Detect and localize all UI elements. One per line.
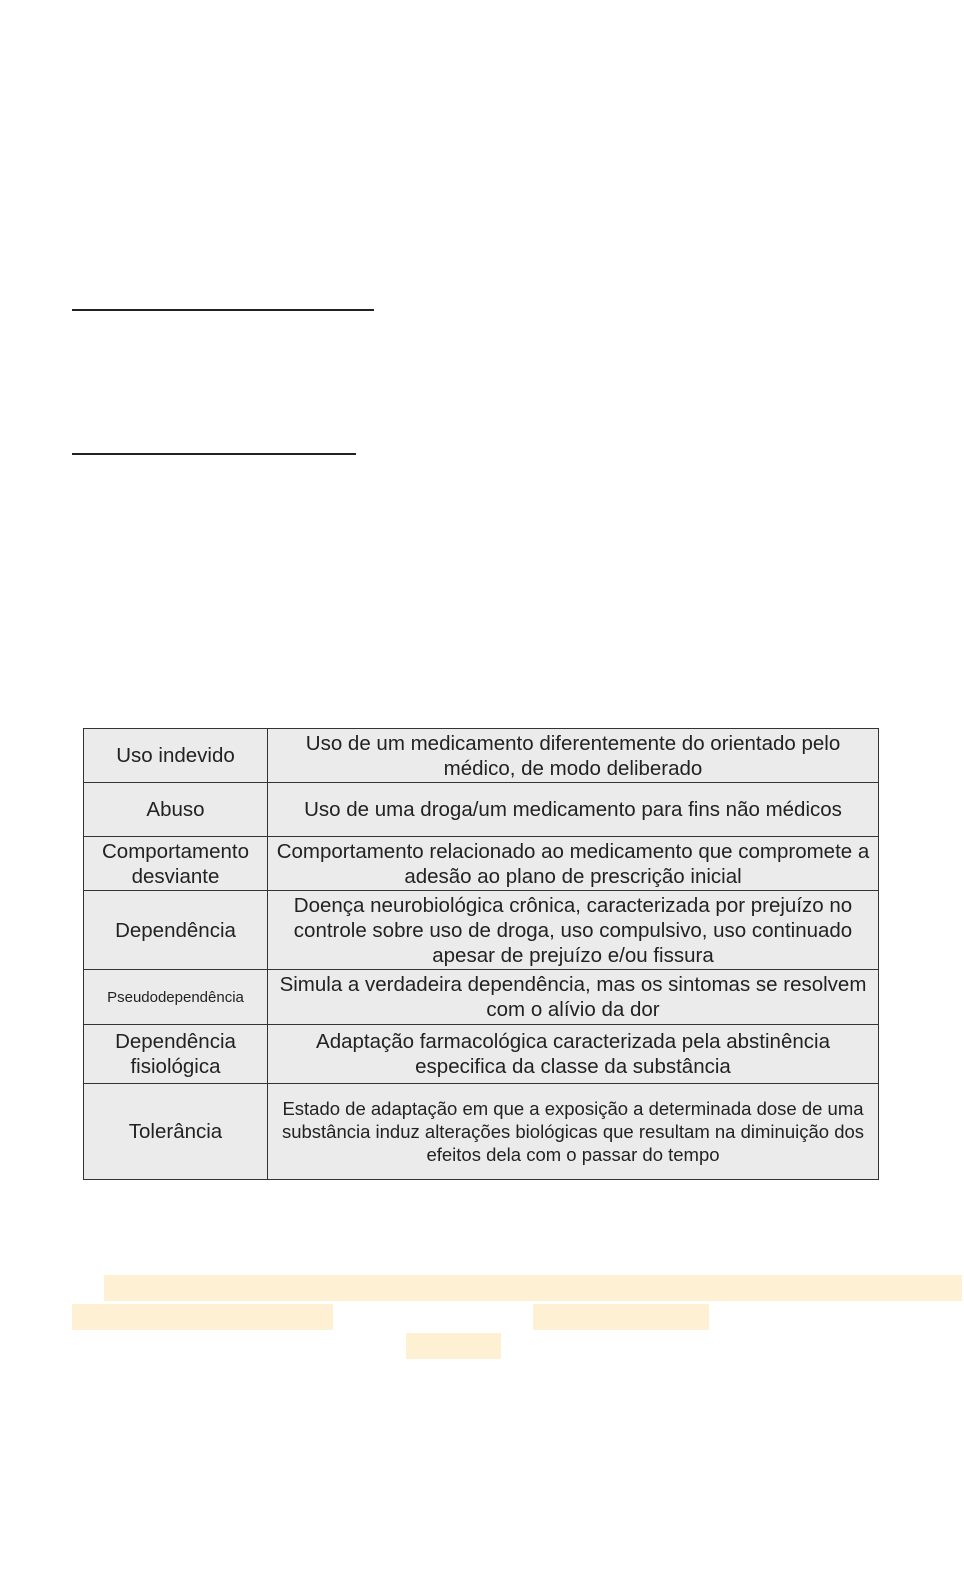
text-highlight: [104, 1275, 962, 1301]
section-heading-underline: [72, 309, 374, 311]
table-row: [84, 837, 879, 891]
term-cell: Pseudodependência: [84, 970, 268, 1025]
definition-cell: Simula a verdadeira dependência, mas os sintomas se resolvem com o alívio da dor: [268, 970, 879, 1025]
text-highlight: [406, 1333, 501, 1359]
text-highlight: [533, 1304, 709, 1330]
table-row: [84, 1084, 879, 1180]
definition-cell: Estado de adaptação em que a exposição a determinada dose de uma substância induz alterações biológicas que resultam na diminuição dos efeitos dela com o passar do tempo: [268, 1084, 879, 1180]
table-row: [84, 783, 879, 837]
definition-cell: Uso de uma droga/um medicamento para fins não médicos: [268, 783, 879, 837]
term-cell: Uso indevido: [84, 729, 268, 783]
definitions-table: [83, 728, 879, 1180]
definition-cell: Comportamento relacionado ao medicamento que compromete a adesão ao plano de prescrição inicial: [268, 837, 879, 891]
definition-cell: Uso de um medicamento diferentemente do orientado pelo médico, de modo deliberado: [268, 729, 879, 783]
term-cell: Comportamento desviante: [84, 837, 268, 891]
term-cell: Dependência: [84, 891, 268, 970]
text-highlight: [72, 1304, 333, 1330]
definition-cell: Doença neurobiológica crônica, caracterizada por prejuízo no controle sobre uso de droga, uso compulsivo, uso continuado apesar de prejuízo e/ou fissura: [268, 891, 879, 970]
term-cell: Abuso: [84, 783, 268, 837]
table-row: [84, 970, 879, 1025]
term-cell: Tolerância: [84, 1084, 268, 1180]
table-row: [84, 1025, 879, 1084]
table-row: [84, 891, 879, 970]
table-row: [84, 729, 879, 783]
term-cell: Dependência fisiológica: [84, 1025, 268, 1084]
definition-cell: Adaptação farmacológica caracterizada pela abstinência especifica da classe da substância: [268, 1025, 879, 1084]
section-heading-underline: [72, 453, 356, 455]
